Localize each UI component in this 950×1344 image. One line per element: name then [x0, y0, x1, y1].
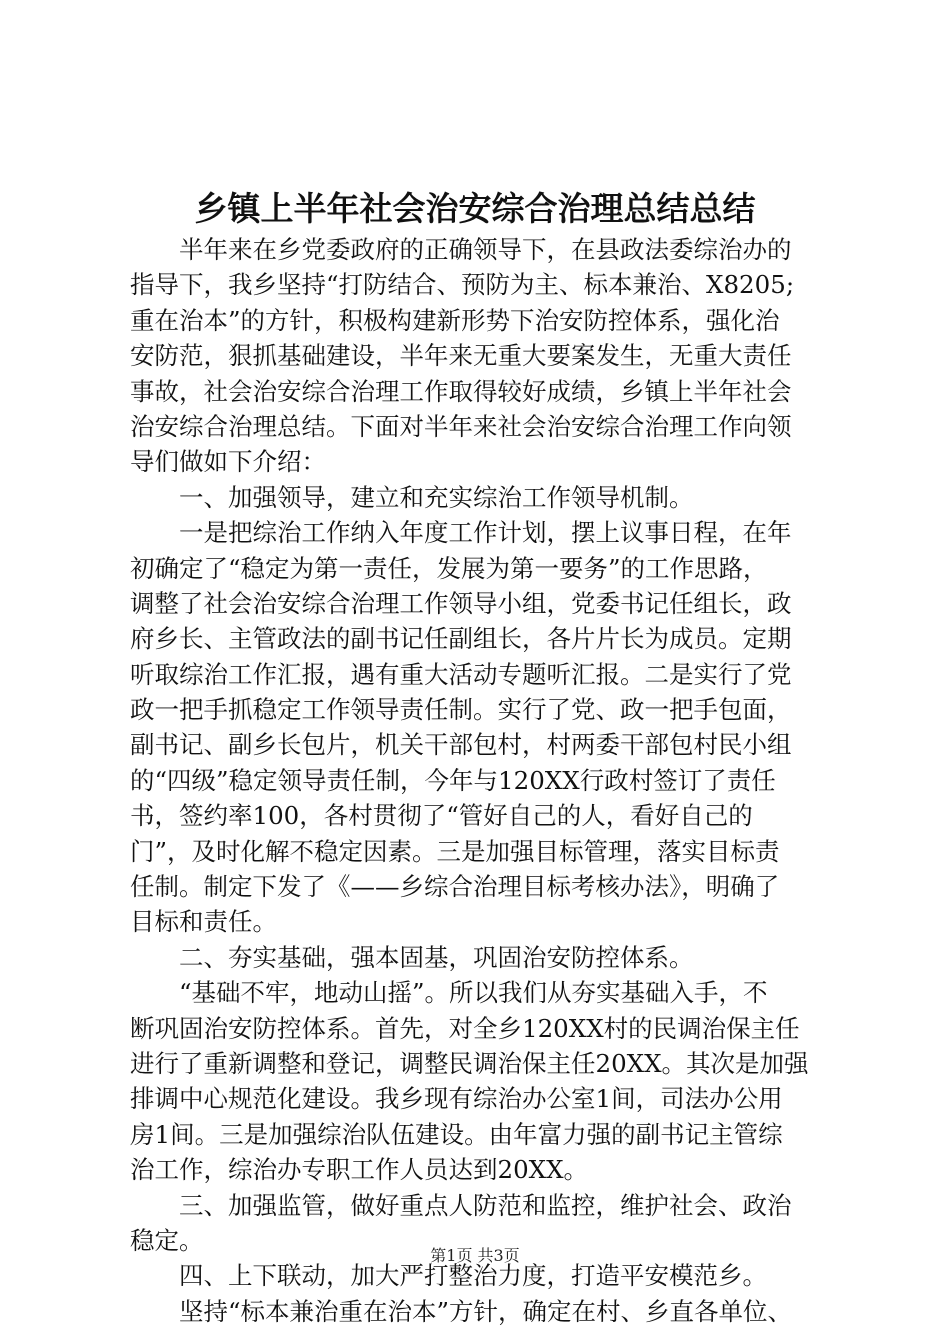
- body-line: 进行了重新调整和登记，调整民调治保主任20XX。其次是加强: [130, 1048, 809, 1078]
- body-line: 导们做如下介绍：: [130, 447, 326, 477]
- body-line: 房1间。三是加强综治队伍建设。由年富力强的副书记主管综: [130, 1119, 783, 1149]
- body-line: 事故，社会治安综合治理工作取得较好成绩，乡镇上半年社会: [130, 376, 792, 406]
- body-line: 重在治本”的方针，积极构建新形势下治安防控体系，强化治: [130, 305, 780, 335]
- body-line: 目标和责任。: [130, 907, 277, 937]
- body-line: 稳定。: [130, 1225, 204, 1255]
- body-line: 安防范，狠抓基础建设，半年来无重大要案发生，无重大责任: [130, 341, 792, 371]
- body-line: 门”，及时化解不稳定因素。三是加强目标管理，落实目标责: [130, 836, 780, 866]
- document-body: [130, 232, 830, 1329]
- body-line: 排调中心规范化建设。我乡现有综治办公室1间，司法办公用: [130, 1084, 783, 1114]
- section-heading-1: 一、加强领导，建立和充实综治工作领导机制。: [130, 482, 694, 512]
- body-line: 初确定了“稳定为第一责任，发展为第一要务”的工作思路，: [130, 553, 768, 583]
- body-line: 书，签约率100，各村贯彻了“管好自己的人，看好自己的: [130, 801, 753, 831]
- body-line: 政一把手抓稳定工作领导责任制。实行了党、政一把手包面，: [130, 695, 792, 725]
- body-line: 任制。制定下发了《——乡综合治理目标考核办法》，明确了: [130, 872, 780, 902]
- body-line: 半年来在乡党委政府的正确领导下，在县政法委综治办的: [130, 235, 792, 264]
- section-heading-4: 四、上下联动，加大严打整治力度，打造平安模范乡。: [130, 1261, 767, 1291]
- page-number: 第1页 共3页: [430, 1246, 520, 1265]
- document-title: 乡镇上半年社会治安综合治理总结总结: [194, 189, 756, 228]
- body-line: 副书记、副乡长包片，机关干部包村，村两委干部包村民小组: [130, 730, 792, 760]
- body-line: 一是把综治工作纳入年度工作计划，摆上议事日程，在年: [130, 518, 792, 548]
- section-heading-3: 三、加强监管，做好重点人防范和监控，维护社会、政治: [130, 1190, 792, 1220]
- body-line: 断巩固治安防控体系。首先，对全乡120XX村的民调治保主任: [130, 1013, 800, 1043]
- section-heading-2: 二、夯实基础，强本固基，巩固治安防控体系。: [130, 942, 694, 972]
- body-line: 调整了社会治安综合治理工作领导小组，党委书记任组长，政: [130, 588, 792, 618]
- body-line: 治工作，综治办专职工作人员达到20XX。: [130, 1155, 589, 1185]
- body-line: 坚持“标本兼治重在治本”方针，确定在村、乡直各单位、: [130, 1296, 793, 1326]
- body-line: “基础不牢，地动山摇”。所以我们从夯实基础入手，不: [130, 978, 768, 1008]
- body-line: 听取综治工作汇报，遇有重大活动专题听汇报。二是实行了党: [130, 659, 792, 689]
- body-line: 指导下，我乡坚持“打防结合、预防为主、标本兼治、X8205;: [130, 270, 795, 300]
- body-line: 府乡长、主管政法的副书记任副组长，各片片长为成员。定期: [130, 624, 792, 654]
- body-line: 治安综合治理总结。下面对半年来社会治安综合治理工作向领: [130, 411, 792, 441]
- body-line: 的“四级”稳定领导责任制，今年与120XX行政村签订了责任: [130, 765, 776, 795]
